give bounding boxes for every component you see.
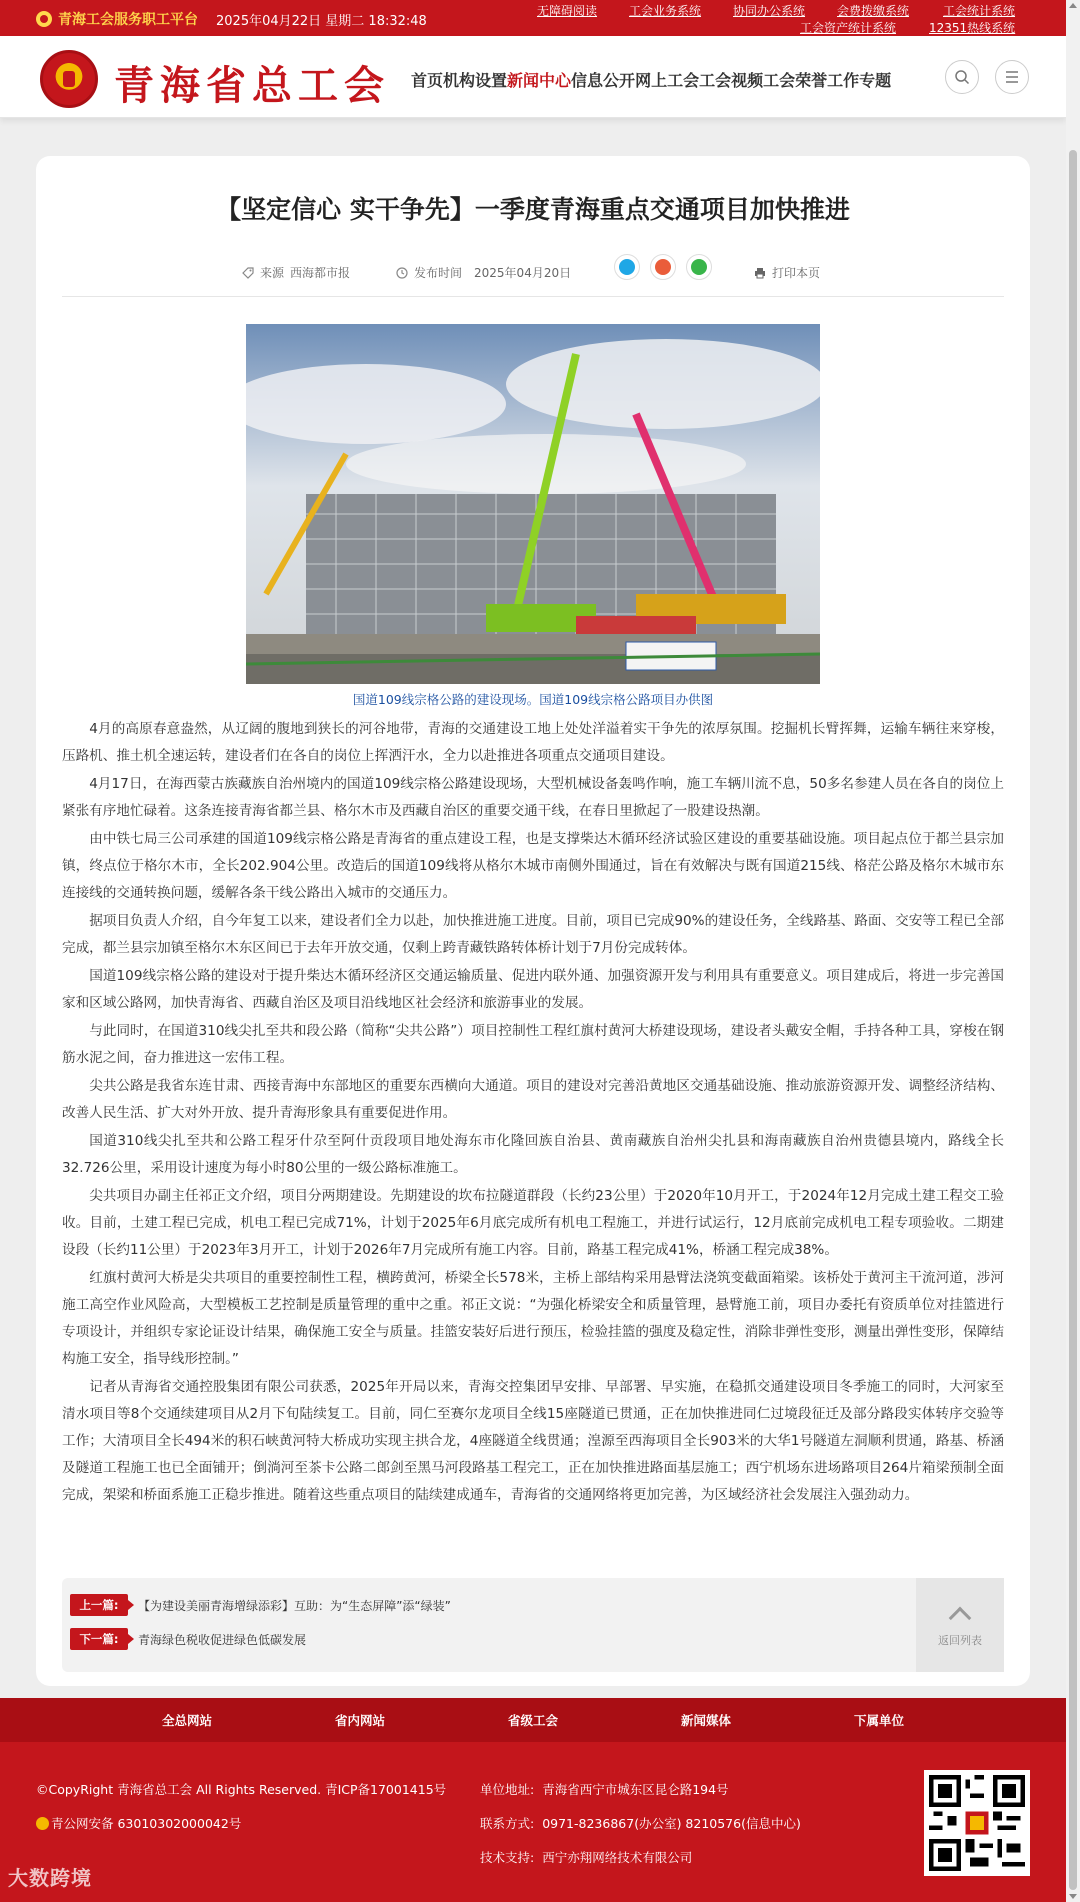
service-platform-label: 青海工会服务职工平台 xyxy=(58,12,198,28)
contact-value: 0971-8236867(办公室) 8210576(信息中心) xyxy=(542,1816,801,1831)
search-button[interactable] xyxy=(945,60,979,94)
watermark-text: 大数跨境 xyxy=(8,1866,92,1890)
prev-article-title[interactable]: 【为建设美丽青海增绿添彩】互助：为“生态屏障”添“绿装” xyxy=(138,1598,451,1613)
main-nav xyxy=(411,68,891,91)
footer-contact xyxy=(480,1814,801,1832)
support-value: 西宁亦翔网络技术有限公司 xyxy=(542,1850,693,1865)
article-title: 【坚定信心 实干争先】一季度青海重点交通项目加快推进 xyxy=(216,195,850,224)
meta-divider xyxy=(62,296,1004,297)
paragraph: 4月17日，在海西蒙古族藏族自治州境内的国道109线宗格公路建设现场，大型机械设备轰鸣作响，施工车辆川流不息，50多名参建人员在各自的岗位上紧张有序地忙碌着。这条连接青海省都兰县、格尔木市及西藏自治区的重要交通干线，在春日里掀起了一股建设热潮。 xyxy=(62,776,1004,819)
copyright-text: ©CopyRight 青海省总工会 All Rights Reserved. 青ICP备17001415号 xyxy=(36,1782,447,1797)
article-source xyxy=(242,264,350,281)
link-asset-statistics[interactable]: 工会资产统计系统 xyxy=(800,21,897,35)
footer-address xyxy=(480,1780,729,1798)
qr-code xyxy=(924,1770,1030,1876)
menu-button[interactable] xyxy=(995,60,1029,94)
next-label: 下一篇: xyxy=(70,1628,128,1650)
prev-next-nav xyxy=(62,1578,1004,1672)
time-label: 发布时间 xyxy=(414,266,463,280)
qq-icon xyxy=(619,259,635,275)
share-weibo-button[interactable] xyxy=(650,254,676,280)
nav-work-topics[interactable]: 工作专题 xyxy=(827,71,892,90)
footer-link-provincial-unions[interactable]: 省级工会 xyxy=(508,1713,559,1728)
support-label: 技术支持: xyxy=(480,1850,535,1865)
footer-link-acftu[interactable]: 全总网站 xyxy=(162,1713,213,1728)
address-value: 青海省西宁市城东区昆仑路194号 xyxy=(542,1782,729,1797)
weibo-icon xyxy=(655,259,671,275)
police-record[interactable] xyxy=(36,1814,241,1832)
footer-nav xyxy=(0,1698,1066,1742)
wechat-icon xyxy=(691,259,707,275)
scrollbar-thumb[interactable] xyxy=(1069,150,1077,1890)
link-union-business-system[interactable]: 工会业务系统 xyxy=(629,4,702,18)
search-icon xyxy=(954,69,970,85)
nav-news-center[interactable]: 新闻中心 xyxy=(507,71,572,90)
paragraph: 尖共公路是我省东连甘肃、西接青海中东部地区的重要东西横向大通道。项目的建设对完善沿黄地区交通基础设施、推动旅游资源开发、调整经济结构、改善人民生活、扩大对外开放、提升青海形象具有重要促进作用。 xyxy=(62,1078,1004,1121)
back-to-list-button[interactable] xyxy=(916,1578,1004,1672)
share-wechat-button[interactable] xyxy=(686,254,712,280)
scroll-up-icon[interactable] xyxy=(1069,3,1077,8)
next-article-link[interactable] xyxy=(70,1628,306,1650)
paragraph: 记者从青海省交通控股集团有限公司获悉，2025年开局以来，青海交控集团早安排、早部署、早实施，在稳抓交通建设项目冬季施工的同时，大河家至清水项目等8个交通续建项目从2月下旬陆续复工。目前，同仁至赛尔龙项目全线15座隧道已贯通，正在加快推进同仁过境段征迁及部分路段实体转序交验等工作；大清项目全长494米的积石峡黄河特大桥成功实现主拱合龙，4座隧道全线贯通；湟源至西海项目全长903米的大华1号隧道左洞顺利贯通，路基、桥涵及隧道工程施工也已全面铺开；倒淌河至茶卡公路二郎剑至黑马河段路基工程完工，正在加快推进路面基层施工；西宁机场东进场路项目264片箱梁预制全面完成，架梁和桥面系施工正稳步推进。随着这些重点项目的陆续建成通车，青海省的交通网络将更加完善，为区域经济社会发展注入强劲动力。 xyxy=(62,1379,1004,1503)
hamburger-menu-icon xyxy=(1004,70,1020,84)
nav-public-info[interactable]: 信息公开 xyxy=(571,71,636,90)
footer-link-news-media[interactable]: 新闻媒体 xyxy=(681,1713,732,1728)
site-logo-text[interactable]: 青海省总工会 xyxy=(114,62,390,109)
printer-icon xyxy=(754,267,766,279)
paragraph: 4月的高原春意盎然，从辽阔的腹地到狭长的河谷地带，青海的交通建设工地上处处洋溢着实干争先的浓厚氛围。挖掘机长臂挥舞，运输车辆往来穿梭，压路机、推土机全速运转，建设者们在各自的岗位上挥洒汗水，全力以赴推进各项重点交通项目建设。 xyxy=(62,721,1004,764)
address-label: 单位地址: xyxy=(480,1782,535,1797)
current-datetime: 2025年04月22日 星期二 18:32:48 xyxy=(216,14,427,29)
source-value: 西海都市报 xyxy=(290,266,351,280)
police-record-text: 青公网安备 63010302000042号 xyxy=(51,1816,242,1831)
link-dues-payment-system[interactable]: 会费拨缴系统 xyxy=(837,4,910,18)
share-qq-button[interactable] xyxy=(614,254,640,280)
site-footer xyxy=(0,1742,1066,1902)
construction-scene-image xyxy=(246,324,820,684)
clock-icon xyxy=(396,267,408,279)
paragraph: 红旗村黄河大桥是尖共项目的重要控制性工程，横跨黄河，桥梁全长578米，主桥上部结构采用悬臂法浇筑变截面箱梁。该桥处于黄河主干流河道，涉河施工高空作业风险高，大型模板工艺控制是质量管理的重中之重。祁正文说：“为强化桥梁安全和质量管理，悬臂施工前，项目办委托有资质单位对挂篮进行专项设计，并组织专家论证设计结果，确保施工安全与质量。挂篮安装好后进行预压，检验挂篮的强度及稳定性，消除非弹性变形，测量出弹性变形，保障结构施工安全，指导线形控制。” xyxy=(62,1270,1004,1367)
article-time xyxy=(396,264,571,281)
nav-union-honor[interactable]: 工会荣誉 xyxy=(763,71,828,90)
footer-link-provincial-sites[interactable]: 省内网站 xyxy=(335,1713,386,1728)
page-scrollbar[interactable] xyxy=(1066,0,1080,1902)
paragraph: 由中铁七局三公司承建的国道109线宗格公路是青海省的重点建设工程，也是支撑柴达木循环经济试验区建设的重要基础设施。项目起点位于都兰县宗加镇，终点位于格尔木市，全长202.904公里。改造后的国道109线将从格尔木城市南侧外围通过，旨在有效解决与既有国道215线、格茫公路及格尔木城市东连接线的交通转换问题，缓解各条干线公路出入城市的交通压力。 xyxy=(62,831,1004,901)
link-collaborative-office[interactable]: 协同办公系统 xyxy=(733,4,806,18)
article-body xyxy=(62,716,1004,1510)
source-label: 来源 xyxy=(260,266,285,280)
tag-icon xyxy=(242,267,254,279)
photo-caption: 国道109线宗格公路的建设现场。国道109线宗格公路项目办供图 xyxy=(352,692,714,707)
nav-organization[interactable]: 机构设置 xyxy=(443,71,508,90)
scroll-down-icon[interactable] xyxy=(1069,1894,1077,1899)
contact-label: 联系方式: xyxy=(480,1816,535,1831)
prev-article-link[interactable] xyxy=(70,1594,451,1616)
nav-home[interactable]: 首页 xyxy=(411,71,444,90)
paragraph: 据项目负责人介绍，自今年复工以来，建设者们全力以赴，加快推进施工进度。目前，项目已完成90%的建设任务，全线路基、路面、交安等工程已全部完成，都兰县宗加镇至格尔木东区间已于去年开放交通，仅剩上跨青藏铁路转体桥计划于7月份完成转体。 xyxy=(62,913,1004,956)
print-button[interactable] xyxy=(754,264,820,281)
union-emblem-icon[interactable] xyxy=(40,50,98,108)
nav-online-union[interactable]: 网上工会 xyxy=(635,71,700,90)
link-12351-hotline[interactable]: 12351热线系统 xyxy=(929,21,1016,35)
site-header xyxy=(0,36,1066,118)
service-platform-link[interactable] xyxy=(36,9,198,29)
nav-union-video[interactable]: 工会视频 xyxy=(699,71,764,90)
qr-code-icon xyxy=(929,1775,1025,1871)
print-label: 打印本页 xyxy=(772,266,821,280)
prev-label: 上一篇: xyxy=(70,1594,128,1616)
paragraph: 尖共项目办副主任祁正文介绍，项目分两期建设。先期建设的坎布拉隧道群段（长约23公里）于2020年10月开工，于2024年12月完成土建工程交工验收。目前，土建工程已完成，机电工程已完成71%，计划于2025年6月底完成所有机电工程施工，并进行试运行，12月底前完成机电工程专项验收。二期建设段（长约11公里）于2023年3月开工，计划于2026年7月完成所有施工内容。目前，路基工程完成41%，桥涵工程完成38%。 xyxy=(62,1188,1004,1258)
paragraph: 与此同时，在国道310线尖扎至共和段公路（简称“尖共公路”）项目控制性工程红旗村黄河大桥建设现场，建设者头戴安全帽，手持各种工具，穿梭在钢筋水泥之间，奋力推进这一宏伟工程。 xyxy=(62,1023,1004,1066)
police-badge-icon xyxy=(36,1817,49,1830)
chevron-up-icon xyxy=(949,1607,972,1630)
top-bar xyxy=(0,0,1066,36)
construction-site-photo xyxy=(246,324,820,684)
link-accessible-reading[interactable]: 无障碍阅读 xyxy=(537,4,598,18)
footer-link-subordinate-units[interactable]: 下属单位 xyxy=(854,1713,905,1728)
time-value: 2025年04月20日 xyxy=(474,266,572,280)
footer-support xyxy=(480,1848,692,1866)
union-logo-icon xyxy=(36,11,52,27)
article-meta xyxy=(36,256,1030,286)
next-article-title[interactable]: 青海绿色税收促进绿色低碳发展 xyxy=(138,1632,307,1647)
link-union-statistics[interactable]: 工会统计系统 xyxy=(943,4,1016,18)
paragraph: 国道310线尖扎至共和公路工程牙什尕至阿什贡段项目地处海东市化隆回族自治县、黄南藏族自治州尖扎县和海南藏族自治州贵德县境内，路线全长32.726公里，采用设计速度为每小时80公里的一级公路标准施工。 xyxy=(62,1133,1004,1176)
article-card xyxy=(36,156,1030,1686)
paragraph: 国道109线宗格公路的建设对于提升柴达木循环经济区交通运输质量、促进内联外通、加强资源开发与利用具有重要意义。项目建成后，将进一步完善国家和区域公路网，加快青海省、西藏自治区及项目沿线地区社会经济和旅游事业的发展。 xyxy=(62,968,1004,1011)
back-to-list-label: 返回列表 xyxy=(938,1634,982,1647)
